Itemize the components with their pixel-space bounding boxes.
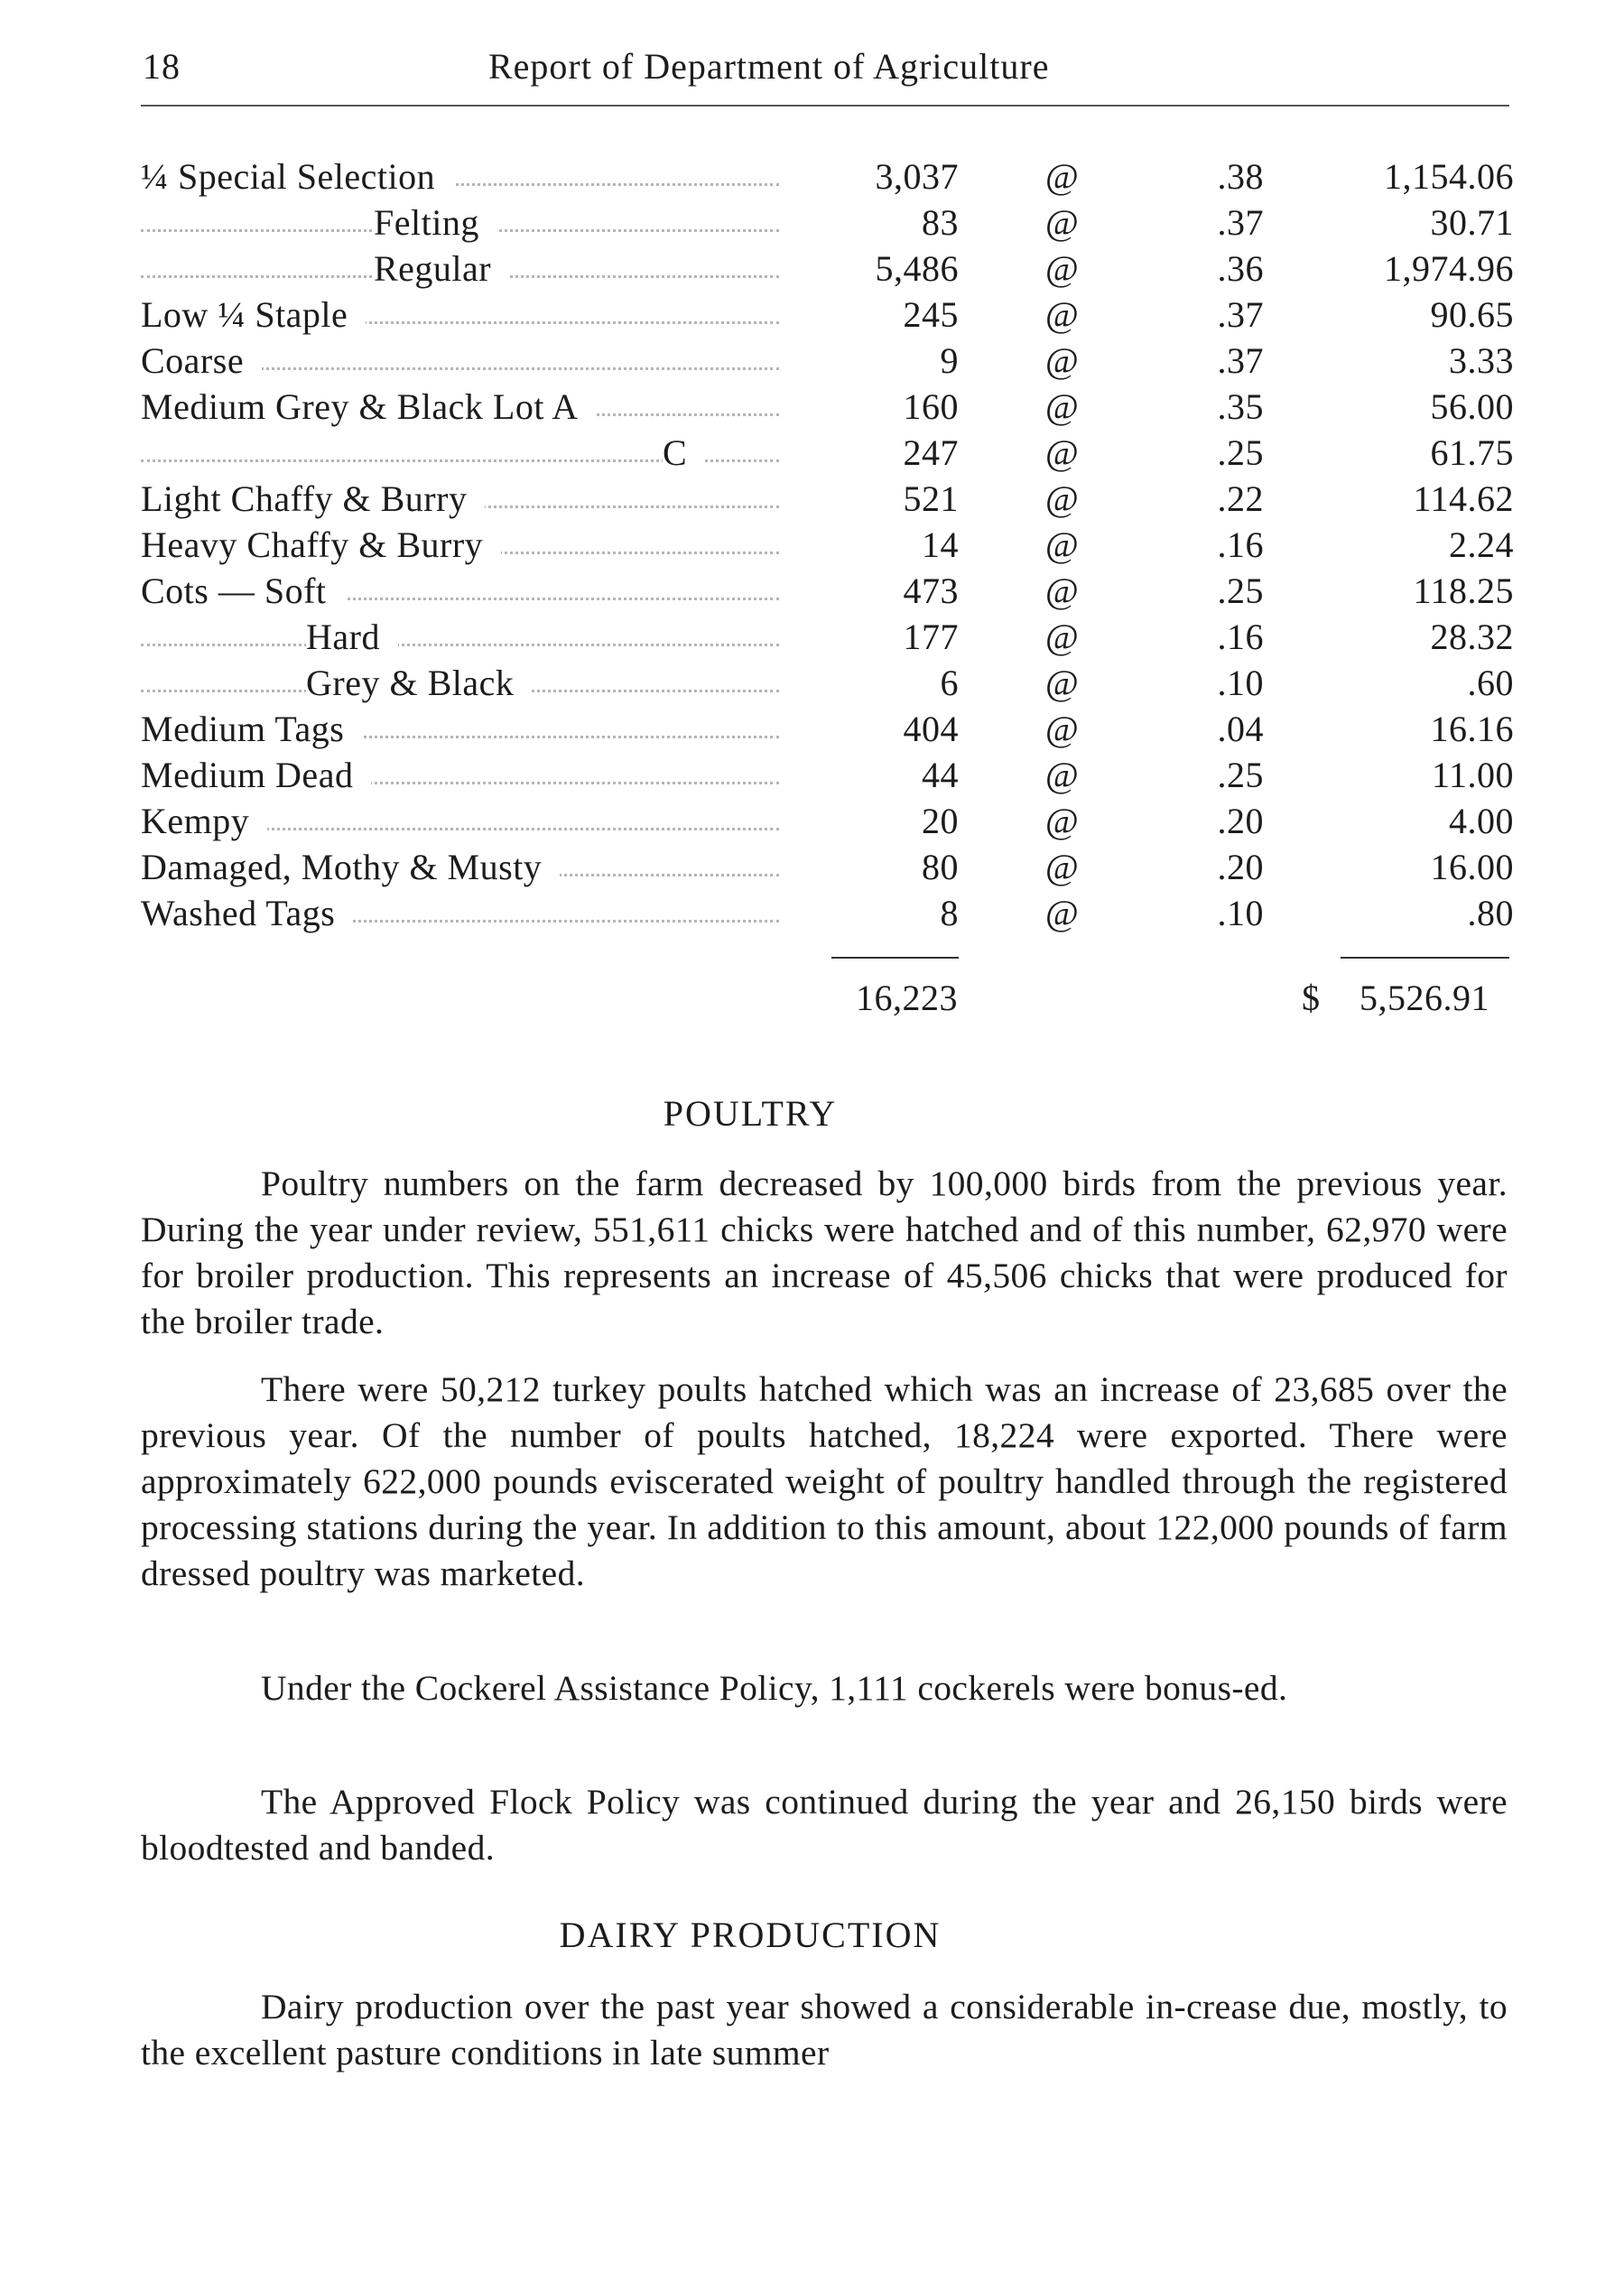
row-rate: .20 — [1217, 847, 1264, 887]
row-label: Light Chaffy & Burry — [141, 476, 485, 522]
row-label-area — [141, 614, 786, 660]
row-at-sign: @ — [1045, 755, 1080, 795]
pounds-sum-rule — [831, 957, 959, 959]
row-pounds: 177 — [903, 617, 959, 657]
row-label-area — [141, 338, 786, 384]
row-amount: 11.00 — [1431, 755, 1514, 795]
row-label-area — [141, 153, 786, 199]
row-rate: .25 — [1217, 570, 1264, 611]
row-label: Coarse — [141, 338, 262, 384]
row-amount: 90.65 — [1430, 294, 1514, 335]
row-at-sign: @ — [1045, 847, 1080, 887]
row-at-sign: @ — [1045, 801, 1080, 841]
row-label-area — [141, 798, 786, 844]
row-label-area — [141, 476, 786, 522]
row-amount: 61.75 — [1430, 432, 1514, 473]
row-label: Washed Tags — [141, 890, 353, 936]
row-pounds: 5,486 — [875, 248, 959, 289]
row-label-area — [141, 568, 786, 614]
row-rate: .36 — [1217, 248, 1264, 289]
row-label: Cots — Soft — [141, 568, 345, 614]
header-rule — [141, 105, 1509, 107]
row-amount: 16.16 — [1430, 709, 1514, 749]
row-amount: 118.25 — [1413, 570, 1514, 611]
row-at-sign: @ — [1045, 386, 1080, 427]
row-amount: 1,154.06 — [1384, 156, 1514, 197]
row-pounds: 20 — [922, 801, 959, 841]
row-pounds: 247 — [903, 432, 959, 473]
table-row — [141, 706, 1513, 752]
row-label: Damaged, Mothy & Musty — [141, 844, 560, 890]
row-at-sign: @ — [1045, 248, 1080, 289]
row-amount: 1,974.96 — [1384, 248, 1514, 289]
poultry-paragraph: The Approved Flock Policy was continued during the year and 26,150 birds were bloodtested and banded. — [141, 1782, 1508, 1868]
row-rate: .04 — [1217, 709, 1264, 749]
row-label-area — [141, 844, 786, 890]
table-row — [141, 199, 1513, 246]
row-rate: .25 — [1217, 755, 1264, 795]
poultry-paragraph: There were 50,212 turkey poults hatched which was an increase of 23,685 over the previous year. Of the number of poults hatched, 18,224 were exported. There were approximately 622,000 pounds eviscerated weight of poultry handled through the registered processing stations during the year. In addition to this amount, about 122,000 pounds of farm dressed poultry was marketed. — [141, 1369, 1508, 1593]
row-label: Heavy Chaffy & Burry — [141, 522, 501, 568]
row-rate: .37 — [1217, 202, 1264, 243]
row-at-sign: @ — [1045, 893, 1080, 933]
row-rate: .16 — [1217, 617, 1264, 657]
table-row — [141, 384, 1513, 430]
row-label: ¼ Special Selection — [141, 153, 453, 199]
row-amount: 16.00 — [1430, 847, 1514, 887]
table-row — [141, 660, 1513, 706]
row-label-area — [141, 522, 786, 568]
table-row — [141, 246, 1513, 292]
row-amount: 28.32 — [1430, 617, 1514, 657]
row-rate: .35 — [1217, 386, 1264, 427]
row-label: Low ¼ Staple — [141, 292, 366, 338]
row-amount: 56.00 — [1430, 386, 1514, 427]
table-row — [141, 522, 1513, 568]
wool-sales-table — [141, 153, 1513, 936]
row-at-sign: @ — [1045, 617, 1080, 657]
row-at-sign: @ — [1045, 570, 1080, 611]
row-label-area — [141, 752, 786, 798]
table-row — [141, 752, 1513, 798]
row-label-area — [141, 660, 786, 706]
page-number: 18 — [143, 46, 181, 87]
row-pounds: 6 — [940, 663, 959, 703]
dairy-heading: DAIRY PRODUCTION — [559, 1915, 942, 1955]
row-rate: .10 — [1217, 893, 1264, 933]
row-amount: .80 — [1467, 893, 1514, 933]
row-amount: 4.00 — [1449, 801, 1514, 841]
row-at-sign: @ — [1045, 202, 1080, 243]
row-amount: 30.71 — [1430, 202, 1514, 243]
row-amount: 2.24 — [1449, 524, 1514, 565]
row-label-area — [141, 292, 786, 338]
table-row — [141, 153, 1513, 199]
row-label-area — [141, 706, 786, 752]
row-pounds: 80 — [922, 847, 959, 887]
dairy-paragraph: Dairy production over the past year showed a considerable in-crease due, mostly, to the excellent pasture conditions in late summer — [141, 1987, 1508, 2072]
row-label-area — [141, 384, 786, 430]
row-label: Felting — [374, 199, 497, 246]
row-amount: 114.62 — [1413, 478, 1514, 519]
table-row — [141, 844, 1513, 890]
row-at-sign: @ — [1045, 478, 1080, 519]
table-row — [141, 476, 1513, 522]
amount-sum-rule — [1341, 957, 1509, 959]
row-pounds: 160 — [903, 386, 959, 427]
row-pounds: 521 — [903, 478, 959, 519]
total-amount: 5,526.91 — [1360, 978, 1489, 1018]
row-label-area — [141, 199, 786, 246]
row-amount: 3.33 — [1449, 340, 1514, 381]
row-pounds: 14 — [922, 524, 959, 565]
row-pounds: 44 — [922, 755, 959, 795]
row-pounds: 473 — [903, 570, 959, 611]
row-pounds: 8 — [940, 893, 959, 933]
row-label-area — [141, 246, 786, 292]
row-label: C — [663, 430, 705, 476]
table-row — [141, 430, 1513, 476]
table-row — [141, 568, 1513, 614]
row-label: Medium Grey & Black Lot A — [141, 384, 597, 430]
running-title: Report of Department of Agriculture — [488, 46, 1050, 87]
row-label-area — [141, 890, 786, 936]
table-row — [141, 292, 1513, 338]
row-at-sign: @ — [1045, 156, 1080, 197]
page-header — [141, 45, 1513, 99]
row-label-area — [141, 430, 786, 476]
row-label: Medium Tags — [141, 706, 362, 752]
poultry-paragraph: Poultry numbers on the farm decreased by 100,000 birds from the previous year. During the year under review, 551,611 chicks were hatched and of this number, 62,970 were for broiler production. This represents an increase of 45,506 chicks that were produced for the broiler trade. — [141, 1164, 1508, 1341]
row-at-sign: @ — [1045, 294, 1080, 335]
row-rate: .20 — [1217, 801, 1264, 841]
row-label: Medium Dead — [141, 752, 371, 798]
row-pounds: 9 — [940, 340, 959, 381]
row-pounds: 3,037 — [875, 156, 959, 197]
row-rate: .22 — [1217, 478, 1264, 519]
table-row — [141, 614, 1513, 660]
row-label: Grey & Black — [306, 660, 532, 706]
row-at-sign: @ — [1045, 524, 1080, 565]
row-label: Kempy — [141, 798, 267, 844]
row-label: Hard — [306, 614, 398, 660]
table-row — [141, 338, 1513, 384]
poultry-heading: POULTRY — [663, 1093, 838, 1134]
row-pounds: 245 — [903, 294, 959, 335]
row-at-sign: @ — [1045, 663, 1080, 703]
row-at-sign: @ — [1045, 709, 1080, 749]
row-amount: .60 — [1467, 663, 1514, 703]
row-rate: .16 — [1217, 524, 1264, 565]
row-pounds: 404 — [903, 709, 959, 749]
table-row — [141, 890, 1513, 936]
row-rate: .37 — [1217, 340, 1264, 381]
poultry-paragraph: Under the Cockerel Assistance Policy, 1,111 cockerels were bonus-ed. — [261, 1668, 1288, 1708]
total-currency-sign: $ — [1302, 978, 1321, 1018]
row-label: Regular — [374, 246, 509, 292]
table-row — [141, 798, 1513, 844]
row-rate: .25 — [1217, 432, 1264, 473]
row-rate: .10 — [1217, 663, 1264, 703]
row-rate: .38 — [1217, 156, 1264, 197]
row-pounds: 83 — [922, 202, 959, 243]
total-pounds: 16,223 — [856, 978, 958, 1018]
row-rate: .37 — [1217, 294, 1264, 335]
dot-leader — [141, 644, 779, 646]
row-at-sign: @ — [1045, 432, 1080, 473]
row-at-sign: @ — [1045, 340, 1080, 381]
